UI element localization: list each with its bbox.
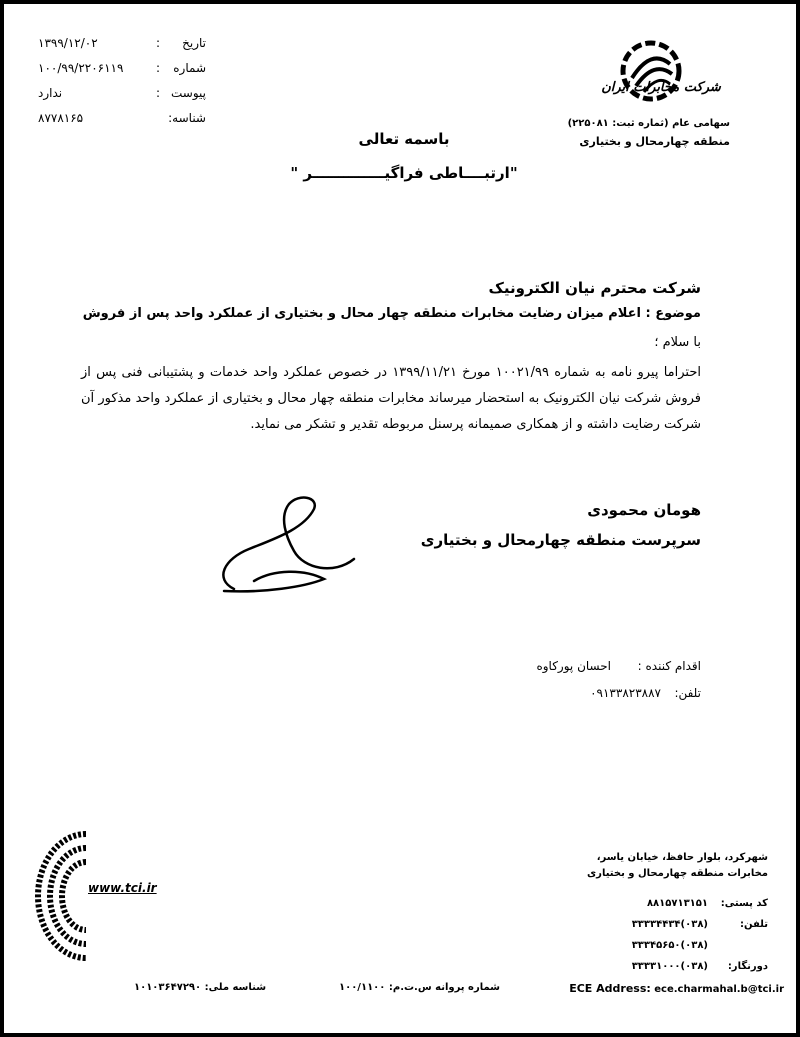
address-line: مخابرات منطقه چهارمحال و بختیاری [587,868,768,879]
contact-label: دورنگار: [727,961,768,972]
contact-label: کد پستی: [720,898,768,909]
meta-id [38,111,218,136]
contact-row [568,898,768,919]
contact-row [568,919,768,940]
contact-row [568,940,768,961]
letter-body: احتراما پیرو نامه به شماره ۱۰۰۲۱/۹۹ مورخ ۱۳۹۹/۱۱/۲۱ در خصوص عملکرد واحد خدمات و پشتیبانی فنی پس از فروش شرکت نیان الکترونیک به استحضار میرساند مخابرات منطقه چهار محال و بختیاری از عملکرد واحد مذکور آن شرکت رضایت داشته و از همکاری صمیمانه پرسنل مربوطه تقدیر و تشکر می نماید. [81,365,701,432]
meta-value: ندارد [38,86,63,100]
contact-value: (۰۳۸)۳۳۳۳۱۰۰۰ [631,961,708,972]
signer-name: هومان محمودی [587,501,701,519]
recipient: شرکت محترم نیان الکترونیک [488,279,701,297]
tci-footer-logo-icon [34,830,88,962]
actor-name: احسان پورکاوه [536,659,611,673]
contact-row [568,961,768,982]
letter-meta [38,36,218,136]
meta-colon: : [155,86,160,100]
contact-value: (۰۳۸)۳۳۳۴۵۶۵۰ [631,940,708,951]
meta-value: ۱۰۰/۹۹/۲۲۰۶۱۱۹ [38,61,124,75]
actor-label: اقدام کننده : [637,659,701,673]
action-info [441,659,701,713]
footer-bottom [134,982,784,1000]
action-phone [441,686,701,713]
footer-contacts [568,898,768,982]
subject-line [81,306,701,321]
meta-value: ۸۷۷۸۱۶۵ [38,111,84,125]
ece-email[interactable]: ece.charmahal.b@tci.ir [654,984,784,995]
company-registration: سهامی عام (ثماره ثبت: ۲۲۵۰۸۱) [567,118,730,129]
action-actor [441,659,701,686]
meta-label: تاریخ [182,36,206,50]
greeting: با سلام ؛ [654,335,701,350]
subject-label: موضوع : [645,306,701,321]
signature-icon [194,489,364,599]
meta-label: شماره [173,61,206,75]
ece-label: ECE Address: [569,982,651,995]
signer-title: سرپرست منطقه چهارمحال و بختیاری [420,531,701,549]
meta-number [38,61,218,86]
website-link[interactable]: www.tci.ir [88,881,157,895]
subject-text: اعلام میزان رضایت مخابرات منطقه چهار محال و بختیاری از عملکرد واحد پس از فروش [82,306,641,321]
address-line: شهرکرد، بلوار حافظ، خیابان یاسر، [596,852,768,863]
ece-address [569,982,784,995]
meta-colon: : [155,61,160,75]
footer-address [568,852,768,884]
meta-value: ۱۳۹۹/۱۲/۰۲ [38,36,98,50]
meta-colon: : [155,36,160,50]
company-name: شرکت مخابرات ایران [601,80,721,95]
slogan: "ارتبــــاطی فراگیــــــــــــــر " [290,164,518,182]
contact-value: ۸۸۱۵۷۱۳۱۵۱ [646,898,708,909]
national-id: شناسه ملی: ۱۰۱۰۳۶۴۷۲۹۰ [134,982,267,993]
meta-label: پیوست [171,86,206,100]
meta-label: شناسه: [168,111,206,125]
license-number: شماره پروانه س.ت.م: ۱۰۰/۱۱۰۰ [339,982,500,993]
contact-label: تلفن: [739,919,768,930]
meta-attachment [38,86,218,111]
phone-label: تلفن: [674,686,701,700]
company-region: منطقه چهارمحال و بختیاری [579,135,730,148]
contact-value: (۰۳۸)۳۳۳۳۴۴۳۴ [631,919,708,930]
phone-value: ۰۹۱۳۳۸۲۳۸۸۷ [590,686,661,700]
letter-heading: باسمه تعالی [358,130,450,148]
meta-date [38,36,218,61]
